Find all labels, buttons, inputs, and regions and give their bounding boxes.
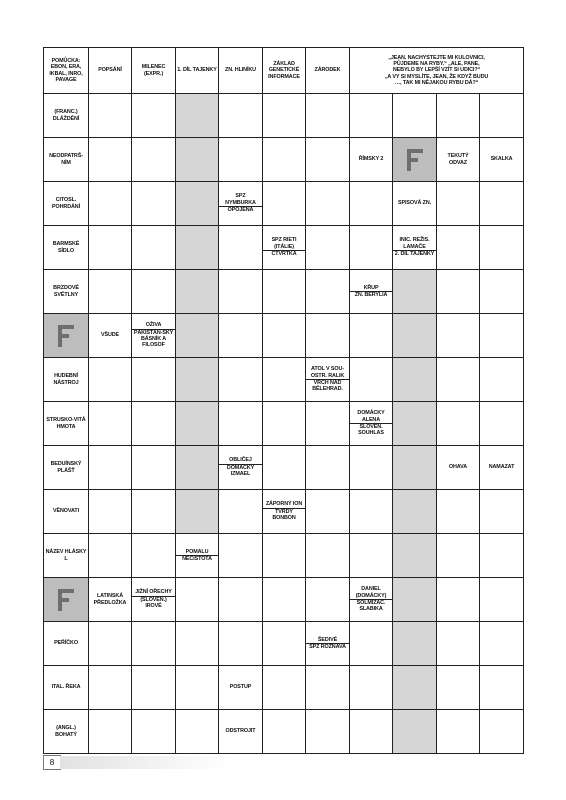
answer-cell[interactable] bbox=[263, 182, 306, 226]
quote-line: „A VY SI MYSLÍTE, JEAN, ŽE KDYŽ BUDU bbox=[384, 73, 489, 80]
clue-zaklad-geneticke: ZÁKLAD GENETICKÉ INFORMACE bbox=[263, 48, 306, 94]
answer-cell[interactable] bbox=[350, 622, 393, 666]
quote-line: „JEAN, NACHYSTEJTE MI KULOVNICI, bbox=[388, 54, 485, 61]
answer-cell[interactable] bbox=[219, 94, 263, 138]
answer-cell[interactable] bbox=[480, 490, 524, 534]
answer-cell[interactable] bbox=[437, 622, 480, 666]
logo-icon bbox=[56, 323, 76, 349]
answer-cell[interactable] bbox=[350, 358, 393, 402]
answer-cell[interactable] bbox=[219, 534, 263, 578]
answer-cell-secret[interactable] bbox=[393, 270, 437, 314]
answer-cell[interactable] bbox=[480, 622, 524, 666]
clue-split-cell bbox=[263, 226, 306, 270]
answer-cell[interactable] bbox=[263, 314, 306, 358]
answer-cell[interactable] bbox=[132, 666, 176, 710]
clue-ctvrtka: ČTVRTKA bbox=[271, 251, 297, 258]
answer-cell[interactable] bbox=[350, 710, 393, 754]
answer-cell-secret[interactable] bbox=[176, 226, 219, 270]
answer-cell[interactable] bbox=[263, 622, 306, 666]
answer-cell-secret[interactable] bbox=[176, 314, 219, 358]
clue-krup: KŘUP bbox=[350, 285, 392, 292]
answer-cell[interactable] bbox=[132, 490, 176, 534]
answer-cell[interactable] bbox=[89, 270, 132, 314]
clue-vsude: VŠUDE bbox=[89, 314, 132, 358]
answer-cell[interactable] bbox=[132, 358, 176, 402]
clue-hudebni-nastroj: HUDEBNÍ NÁSTROJ bbox=[44, 358, 89, 402]
answer-cell[interactable] bbox=[480, 226, 524, 270]
answer-cell[interactable] bbox=[306, 710, 350, 754]
answer-cell[interactable] bbox=[480, 358, 524, 402]
answer-cell[interactable] bbox=[89, 446, 132, 490]
answer-cell[interactable] bbox=[219, 402, 263, 446]
answer-cell[interactable] bbox=[89, 94, 132, 138]
answer-cell-secret[interactable] bbox=[176, 446, 219, 490]
answer-cell[interactable] bbox=[393, 94, 437, 138]
clue-oziva: OŽIVA bbox=[132, 322, 175, 329]
answer-cell[interactable] bbox=[437, 578, 480, 622]
clue-brzdove-svetlny: BRZDOVÉ SVĚTLNY bbox=[44, 270, 89, 314]
clue-odstrojit: ODSTROJIT bbox=[219, 710, 263, 754]
answer-cell[interactable] bbox=[219, 578, 263, 622]
answer-cell[interactable] bbox=[437, 226, 480, 270]
clue-zaporny-ion: ZÁPORNÝ ION bbox=[263, 501, 305, 508]
answer-cell[interactable] bbox=[350, 490, 393, 534]
answer-cell[interactable] bbox=[480, 270, 524, 314]
answer-cell[interactable] bbox=[306, 226, 350, 270]
clue-split-cell bbox=[350, 578, 393, 622]
answer-cell-secret[interactable] bbox=[393, 710, 437, 754]
answer-cell[interactable] bbox=[480, 666, 524, 710]
answer-cell[interactable] bbox=[89, 358, 132, 402]
answer-cell[interactable] bbox=[89, 622, 132, 666]
answer-cell[interactable] bbox=[89, 534, 132, 578]
clue-split-cell bbox=[132, 314, 176, 358]
answer-cell-secret[interactable] bbox=[393, 358, 437, 402]
clue-vrch-nad-belehrad: VRCH NAD BĚLEHRAD. bbox=[312, 380, 343, 393]
answer-cell[interactable] bbox=[263, 402, 306, 446]
clue-venovati: VĚNOVATI bbox=[44, 490, 89, 534]
clue-zarodek: ZÁRODEK bbox=[306, 48, 350, 94]
answer-cell-secret[interactable] bbox=[393, 578, 437, 622]
answer-cell[interactable] bbox=[89, 182, 132, 226]
footer-gradient-bar bbox=[60, 756, 230, 769]
answer-cell[interactable] bbox=[132, 710, 176, 754]
answer-cell[interactable] bbox=[480, 534, 524, 578]
clue-oblicej: OBLIČEJ bbox=[219, 457, 262, 464]
crossword-grid bbox=[43, 47, 524, 754]
answer-cell[interactable] bbox=[176, 578, 219, 622]
clue-barmske-sidlo: BARMSKÉ SÍDLO bbox=[44, 226, 89, 270]
clue-postup: POSTUP bbox=[219, 666, 263, 710]
clue-split-cell bbox=[306, 358, 350, 402]
answer-cell[interactable] bbox=[219, 226, 263, 270]
answer-cell[interactable] bbox=[437, 270, 480, 314]
clue-citosl-pohrdani: CITOSL. POHRDÁNÍ bbox=[44, 182, 89, 226]
answer-cell[interactable] bbox=[306, 666, 350, 710]
clue-domacky-alena: DOMÁCKY ALENA bbox=[350, 410, 392, 424]
answer-cell-secret[interactable] bbox=[393, 666, 437, 710]
answer-cell[interactable] bbox=[350, 182, 393, 226]
answer-cell[interactable] bbox=[219, 622, 263, 666]
clue-split-cell bbox=[350, 402, 393, 446]
answer-cell-secret[interactable] bbox=[176, 138, 219, 182]
clue-split-cell bbox=[176, 534, 219, 578]
publisher-logo bbox=[393, 138, 437, 182]
joke-quote bbox=[350, 48, 524, 94]
answer-cell[interactable] bbox=[480, 578, 524, 622]
clue-solmizac-slabika: SOLMIZAČ. SLABIKA bbox=[356, 600, 386, 613]
answer-cell[interactable] bbox=[89, 710, 132, 754]
answer-cell[interactable] bbox=[350, 94, 393, 138]
answer-cell[interactable] bbox=[132, 138, 176, 182]
clue-sedive: ŠEDIVÉ bbox=[306, 637, 349, 644]
clue-spz-rieti: SPZ RIETI (ITÁLIE) bbox=[263, 237, 305, 251]
answer-cell-secret[interactable] bbox=[176, 402, 219, 446]
logo-icon bbox=[56, 587, 76, 613]
answer-cell[interactable] bbox=[437, 710, 480, 754]
answer-cell[interactable] bbox=[263, 446, 306, 490]
answer-cell[interactable] bbox=[437, 534, 480, 578]
answer-cell[interactable] bbox=[219, 138, 263, 182]
clue-spz-roznava: SPZ ROŽŇAVA bbox=[309, 644, 346, 650]
answer-cell[interactable] bbox=[306, 270, 350, 314]
answer-cell[interactable] bbox=[132, 534, 176, 578]
answer-cell[interactable] bbox=[263, 270, 306, 314]
answer-cell[interactable] bbox=[437, 314, 480, 358]
clue-strusko-vita-hmota: STRUSKO-VITÁ HMOTA bbox=[44, 402, 89, 446]
clue-jizni-orechy: JIŽNÍ OŘECHY bbox=[132, 589, 175, 596]
clue-split-cell bbox=[219, 182, 263, 226]
clue-atol: ATOL V SOU-OSTR. RALIK bbox=[306, 366, 349, 380]
quote-line: …, TAK MI NĚJAKOU RYBU DÁ?“ bbox=[394, 80, 479, 87]
clue-namazat: NAMAZAT bbox=[480, 446, 524, 490]
clue-zn-berylia: ZN. BERYLIA bbox=[354, 292, 388, 298]
clue-split-cell bbox=[350, 270, 393, 314]
quote-line: PŮJDEME NA RYBY.“ „ALE, PANE, bbox=[393, 60, 480, 67]
clue-ohava: OHAVA bbox=[437, 446, 480, 490]
answer-cell[interactable] bbox=[437, 402, 480, 446]
answer-cell-secret[interactable] bbox=[176, 182, 219, 226]
clue-pomucka: POMŮCKA: EBON, ERA, IKBAL, INRO, PAVAGE bbox=[44, 48, 89, 94]
clue-beduinsky-plast: BEDUÍNSKÝ PLÁŠŤ bbox=[44, 446, 89, 490]
answer-cell[interactable] bbox=[89, 490, 132, 534]
answer-cell[interactable] bbox=[306, 314, 350, 358]
clue-franc-dlazdeni: (FRANC.) DLÁŽDĚNÍ bbox=[44, 94, 89, 138]
clue-necistota: NEČISTOTA bbox=[182, 556, 212, 562]
answer-cell[interactable] bbox=[306, 182, 350, 226]
answer-cell[interactable] bbox=[263, 534, 306, 578]
answer-cell[interactable] bbox=[132, 446, 176, 490]
answer-cell[interactable] bbox=[132, 622, 176, 666]
answer-cell-secret[interactable] bbox=[176, 94, 219, 138]
clue-split-cell bbox=[306, 622, 350, 666]
clue-latinska-predlozka: LATINSKÁ PŘEDLOŽKA bbox=[89, 578, 132, 622]
clue-daniel-domacky: DANIEL (DOMÁCKY) bbox=[350, 586, 392, 600]
page-number: 8 bbox=[43, 755, 61, 770]
answer-cell[interactable] bbox=[89, 138, 132, 182]
answer-cell[interactable] bbox=[437, 490, 480, 534]
clue-sloven-irove: (SLOVEN.) IROVÉ bbox=[140, 596, 167, 610]
answer-cell[interactable] bbox=[132, 402, 176, 446]
clue-tajenka-2: 2. DÍL TAJENKY bbox=[394, 251, 435, 258]
quote-line: NEBYLO BY LEPŠÍ VZÍT SI UDICI?“ bbox=[392, 67, 481, 74]
clue-angl-bohaty: (ANGL.) BOHATÝ bbox=[44, 710, 89, 754]
answer-cell-secret[interactable] bbox=[176, 270, 219, 314]
answer-cell[interactable] bbox=[89, 402, 132, 446]
answer-cell[interactable] bbox=[306, 490, 350, 534]
answer-cell[interactable] bbox=[350, 534, 393, 578]
answer-cell[interactable] bbox=[350, 314, 393, 358]
answer-cell[interactable] bbox=[132, 226, 176, 270]
clue-zn-hliniku: ZN. HLINÍKU bbox=[219, 48, 263, 94]
answer-cell[interactable] bbox=[176, 622, 219, 666]
answer-cell[interactable] bbox=[219, 490, 263, 534]
clue-ital-reka: ITAL. ŘEKA bbox=[44, 666, 89, 710]
answer-cell[interactable] bbox=[350, 446, 393, 490]
answer-cell[interactable] bbox=[480, 402, 524, 446]
answer-cell-secret[interactable] bbox=[393, 314, 437, 358]
answer-cell[interactable] bbox=[263, 666, 306, 710]
answer-cell[interactable] bbox=[306, 94, 350, 138]
clue-tekuty-odvaz: TEKUTÝ ODVAZ bbox=[437, 138, 480, 182]
answer-cell[interactable] bbox=[132, 94, 176, 138]
clue-neodpatrsnim: NEODPATRŠ-NÍM bbox=[44, 138, 89, 182]
clue-split-cell bbox=[263, 490, 306, 534]
answer-cell[interactable] bbox=[350, 666, 393, 710]
clue-sloven-souhlas: SLOVEN. SOUHLAS bbox=[358, 424, 384, 437]
answer-cell[interactable] bbox=[176, 710, 219, 754]
answer-cell[interactable] bbox=[350, 226, 393, 270]
clue-split-cell bbox=[393, 226, 437, 270]
answer-cell[interactable] bbox=[437, 358, 480, 402]
answer-cell[interactable] bbox=[263, 138, 306, 182]
answer-cell[interactable] bbox=[480, 710, 524, 754]
clue-opojena: OPOJENÁ bbox=[227, 207, 254, 214]
answer-cell[interactable] bbox=[263, 710, 306, 754]
answer-cell[interactable] bbox=[437, 666, 480, 710]
answer-cell[interactable] bbox=[89, 666, 132, 710]
answer-cell-secret[interactable] bbox=[176, 490, 219, 534]
answer-cell-secret[interactable] bbox=[176, 358, 219, 402]
answer-cell[interactable] bbox=[306, 534, 350, 578]
answer-cell[interactable] bbox=[306, 402, 350, 446]
clue-spisova-zn: SPISOVÁ ZN. bbox=[393, 182, 437, 226]
clue-inic-rezis: INIC. REŽIS. LAMAČE bbox=[393, 237, 436, 251]
answer-cell[interactable] bbox=[263, 94, 306, 138]
answer-cell[interactable] bbox=[437, 94, 480, 138]
clue-spz-nymburka: SPZ NYMBURKA bbox=[219, 193, 262, 207]
answer-cell[interactable] bbox=[480, 182, 524, 226]
answer-cell[interactable] bbox=[132, 182, 176, 226]
clue-split-cell bbox=[132, 578, 176, 622]
clue-tajenka-1: 1. DÍL TAJENKY bbox=[176, 48, 219, 94]
clue-pakistansky-basnik: PÁKISTÁN-SKÝ BÁSNÍK A FILOSOF bbox=[133, 329, 174, 349]
answer-cell[interactable] bbox=[176, 666, 219, 710]
clue-popsani: POPSÁNÍ bbox=[89, 48, 132, 94]
answer-cell[interactable] bbox=[306, 446, 350, 490]
publisher-logo bbox=[44, 578, 89, 622]
answer-cell[interactable] bbox=[263, 358, 306, 402]
clue-tvrdy-bonbon: TVRDÝ BONBON bbox=[272, 508, 296, 522]
answer-cell-secret[interactable] bbox=[393, 490, 437, 534]
clue-pomalu: POMALU bbox=[176, 549, 218, 556]
answer-cell[interactable] bbox=[132, 270, 176, 314]
clue-skalka: SKALKA bbox=[480, 138, 524, 182]
answer-cell[interactable] bbox=[480, 314, 524, 358]
clue-rimsky-2: ŘÍMSKY 2 bbox=[350, 138, 393, 182]
clue-nazev-hlasky-l: NÁZEV HLÁSKY L bbox=[44, 534, 89, 578]
answer-cell[interactable] bbox=[89, 226, 132, 270]
answer-cell-secret[interactable] bbox=[393, 446, 437, 490]
answer-cell[interactable] bbox=[306, 578, 350, 622]
answer-cell[interactable] bbox=[219, 314, 263, 358]
answer-cell-secret[interactable] bbox=[393, 534, 437, 578]
answer-cell[interactable] bbox=[263, 578, 306, 622]
answer-cell-secret[interactable] bbox=[393, 622, 437, 666]
publisher-logo bbox=[44, 314, 89, 358]
answer-cell[interactable] bbox=[306, 138, 350, 182]
answer-cell[interactable] bbox=[437, 182, 480, 226]
answer-cell-secret[interactable] bbox=[393, 402, 437, 446]
clue-pericko: PEŘÍČKO bbox=[44, 622, 89, 666]
answer-cell[interactable] bbox=[480, 94, 524, 138]
clue-domacky-izmael: DOMÁCKY IZMAEL bbox=[226, 464, 255, 478]
logo-icon bbox=[405, 147, 425, 173]
clue-milenec: MILENEC (EXPR.) bbox=[132, 48, 176, 94]
answer-cell[interactable] bbox=[219, 270, 263, 314]
clue-split-cell bbox=[219, 446, 263, 490]
answer-cell[interactable] bbox=[219, 358, 263, 402]
